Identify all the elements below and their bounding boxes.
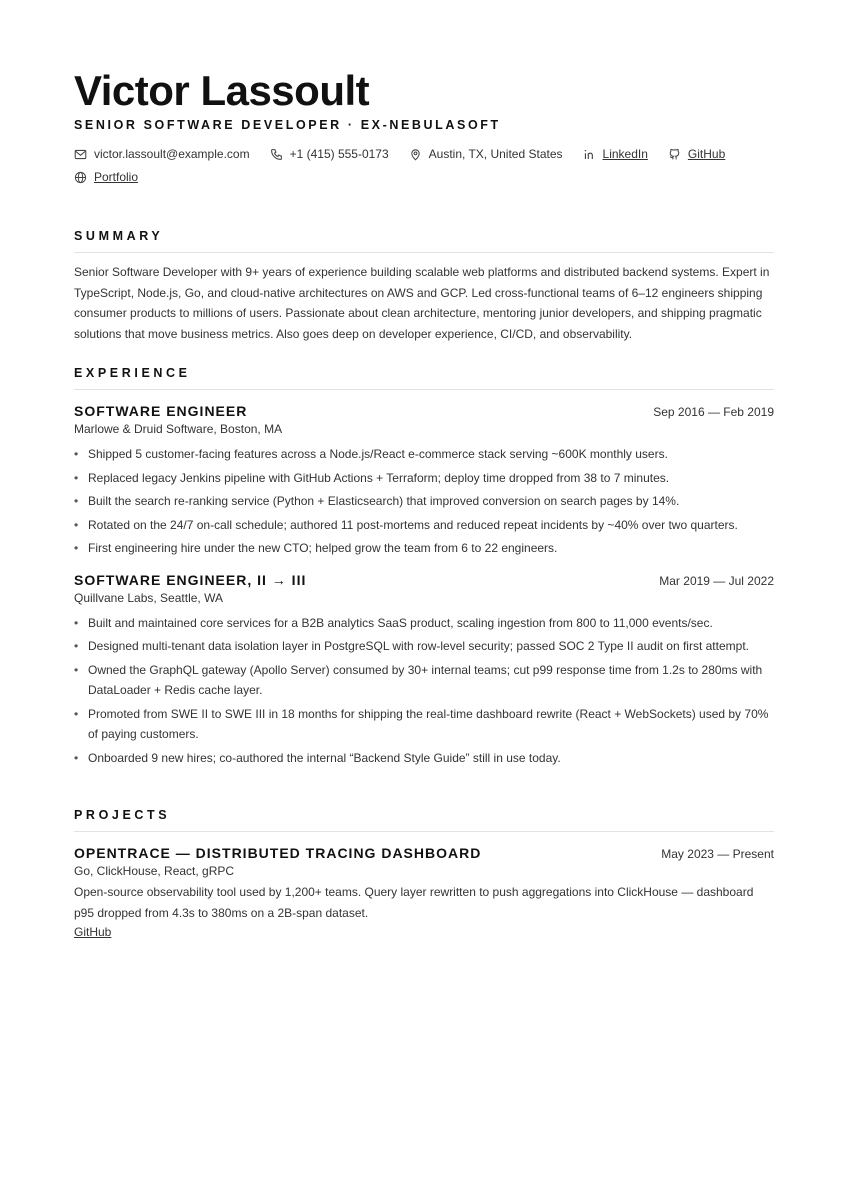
- summary-text: Senior Software Developer with 9+ years of experience building scalable web platforms and distributed backend systems. Expert in TypeScript, Node.js, Go, and cloud-native architectures on AWS and GCP. Led cross-functional teams of 6–12 engineers shipping consumer products to millions of users. Passionate about clean architecture, mentoring junior developers, and shipping pragmatic solutions that move business metrics. Also goes deep on developer experience, CI/CD, and observability.: [74, 265, 770, 341]
- contact-github[interactable]: [668, 146, 725, 162]
- project-entry: [74, 845, 774, 941]
- candidate-tagline: SENIOR SOFTWARE DEVELOPER · EX-NEBULASOFT: [74, 118, 501, 132]
- projects-heading: PROJECTS: [74, 808, 774, 832]
- project-dates: May 2023 — Present: [661, 847, 774, 861]
- summary-heading: SUMMARY: [74, 229, 774, 253]
- job-entry: [74, 572, 774, 769]
- job-bullets: [74, 613, 774, 769]
- map-pin-icon: [409, 148, 422, 161]
- phone-icon: [270, 148, 283, 161]
- projects-section: [74, 808, 774, 941]
- job-bullet: • Replaced legacy Jenkins pipeline with GitHub Actions + Terraform; deploy time dropped from 38 to 7 minutes.: [74, 468, 774, 489]
- job-bullets: [74, 444, 774, 559]
- email-text: victor.lassoult@example.com: [94, 147, 250, 161]
- project-tech: Go, ClickHouse, React, gRPC: [74, 864, 235, 878]
- globe-icon: [74, 171, 87, 184]
- job-bullet: • Owned the GraphQL gateway (Apollo Server) consumed by 30+ internal teams; cut p99 response time from 1.2s to 280ms with DataLoader + Redis cache layer.: [74, 660, 774, 701]
- project-description: Open-source observability tool used by 1,200+ teams. Query layer rewritten to push aggregations into ClickHouse — dashboard p95 dropped from 4.3s to 380ms on a 2B-span dataset.: [74, 885, 754, 920]
- project-github-link[interactable]: GitHub: [74, 925, 112, 939]
- github-icon: [668, 148, 681, 161]
- job-bullet: • Built the search re-ranking service (Python + Elasticsearch) that improved conversion on search pages by 14%.: [74, 491, 774, 512]
- github-link[interactable]: GitHub: [687, 147, 726, 161]
- experience-section: [74, 366, 774, 768]
- experience-heading: EXPERIENCE: [74, 366, 774, 390]
- job-bullet: • Designed multi-tenant data isolation layer in PostgreSQL with row-level security; passed SOC 2 Type II audit on first attempt.: [74, 636, 774, 657]
- job-dates: Mar 2019 — Jul 2022: [659, 573, 774, 588]
- linkedin-link[interactable]: LinkedIn: [602, 147, 648, 161]
- contact-email[interactable]: [74, 146, 250, 162]
- contact-portfolio[interactable]: [74, 169, 138, 185]
- job-bullet: • Built and maintained core services for a B2B analytics SaaS product, scaling ingestion from 800 to 11,000 events/sec.: [74, 613, 774, 634]
- phone-text: +1 (415) 555-0173: [289, 147, 389, 161]
- project-title: OPENTRACE — DISTRIBUTED TRACING DASHBOARD: [74, 845, 482, 861]
- job-bullet: • Rotated on the 24/7 on-call schedule; authored 11 post-mortems and reduced repeat incidents by ~40% over two quarters.: [74, 515, 774, 536]
- contact-linkedin[interactable]: [583, 146, 648, 162]
- job-title: SOFTWARE ENGINEER: [74, 403, 248, 419]
- job-bullet: • Promoted from SWE II to SWE III in 18 months for shipping the real-time dashboard rewrite (React + WebSockets) used by 70% of paying customers.: [74, 704, 774, 745]
- job-company: Quillvane Labs, Seattle, WA: [74, 590, 223, 605]
- job-title: SOFTWARE ENGINEER, II → III: [74, 571, 307, 588]
- envelope-icon: [74, 148, 87, 161]
- candidate-name: Victor Lassoult: [74, 67, 370, 114]
- job-dates: Sep 2016 — Feb 2019: [653, 405, 774, 419]
- location-text: Austin, TX, United States: [428, 147, 563, 161]
- portfolio-link[interactable]: Portfolio: [94, 170, 139, 184]
- job-company: Marlowe & Druid Software, Boston, MA: [74, 422, 283, 436]
- contact-location: [409, 146, 563, 162]
- job-bullet: • Onboarded 9 new hires; co-authored the internal “Backend Style Guide” still in use today.: [74, 748, 774, 769]
- contact-info: [74, 146, 774, 185]
- job-bullet: • Shipped 5 customer-facing features across a Node.js/React e-commerce stack serving ~600K monthly users.: [74, 444, 774, 465]
- contact-phone[interactable]: [270, 146, 389, 162]
- job-entry: [74, 403, 774, 559]
- linkedin-icon: [583, 148, 596, 161]
- summary-section: [74, 229, 774, 344]
- job-bullet: • First engineering hire under the new CTO; helped grow the team from 6 to 22 engineers.: [74, 538, 774, 559]
